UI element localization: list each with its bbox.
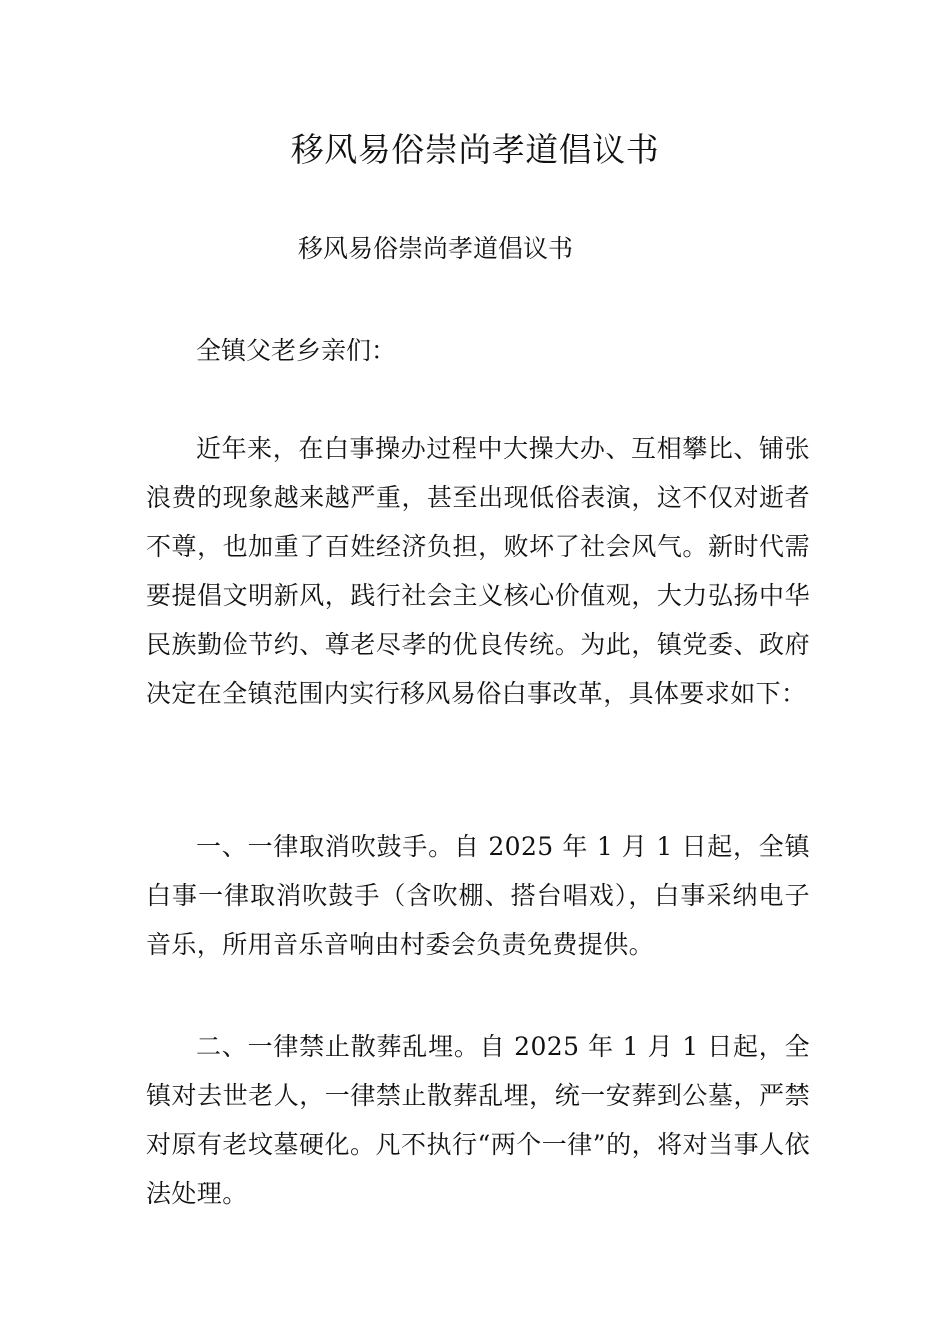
requirement-one-paragraph: 一、一律取消吹鼓手。自 2025 年 1 月 1 日起，全镇白事一律取消吹鼓手（含吹棚、搭台唱戏），白事采纳电子音乐，所用音乐音响由村委会负责免费提供。 (146, 832, 810, 959)
document-subtitle: 移风易俗崇尚孝道倡议书 (298, 234, 574, 263)
salutation: 全镇父老乡亲们： (196, 336, 397, 365)
document-title: 移风易俗崇尚孝道倡议书 (290, 130, 660, 169)
intro-paragraph: 近年来，在白事操办过程中大操大办、互相攀比、铺张浪费的现象越来越严重，甚至出现低俗表演，这不仅对逝者不尊，也加重了百姓经济负担，败坏了社会风气。新时代需要提倡文明新风，践行社会主义核心价值观，大力弘扬中华民族勤俭节约、尊老尽孝的优良传统。为此，镇党委、政府决定在全镇范围内实行移风易俗白事改革，具体要求如下： (146, 434, 810, 708)
requirement-two-paragraph: 二、一律禁止散葬乱埋。自 2025 年 1 月 1 日起，全镇对去世老人，一律禁止散葬乱埋，统一安葬到公墓，严禁对原有老坟墓硬化。凡不执行“两个一律”的，将对当事人依法处理。 (146, 1032, 810, 1208)
